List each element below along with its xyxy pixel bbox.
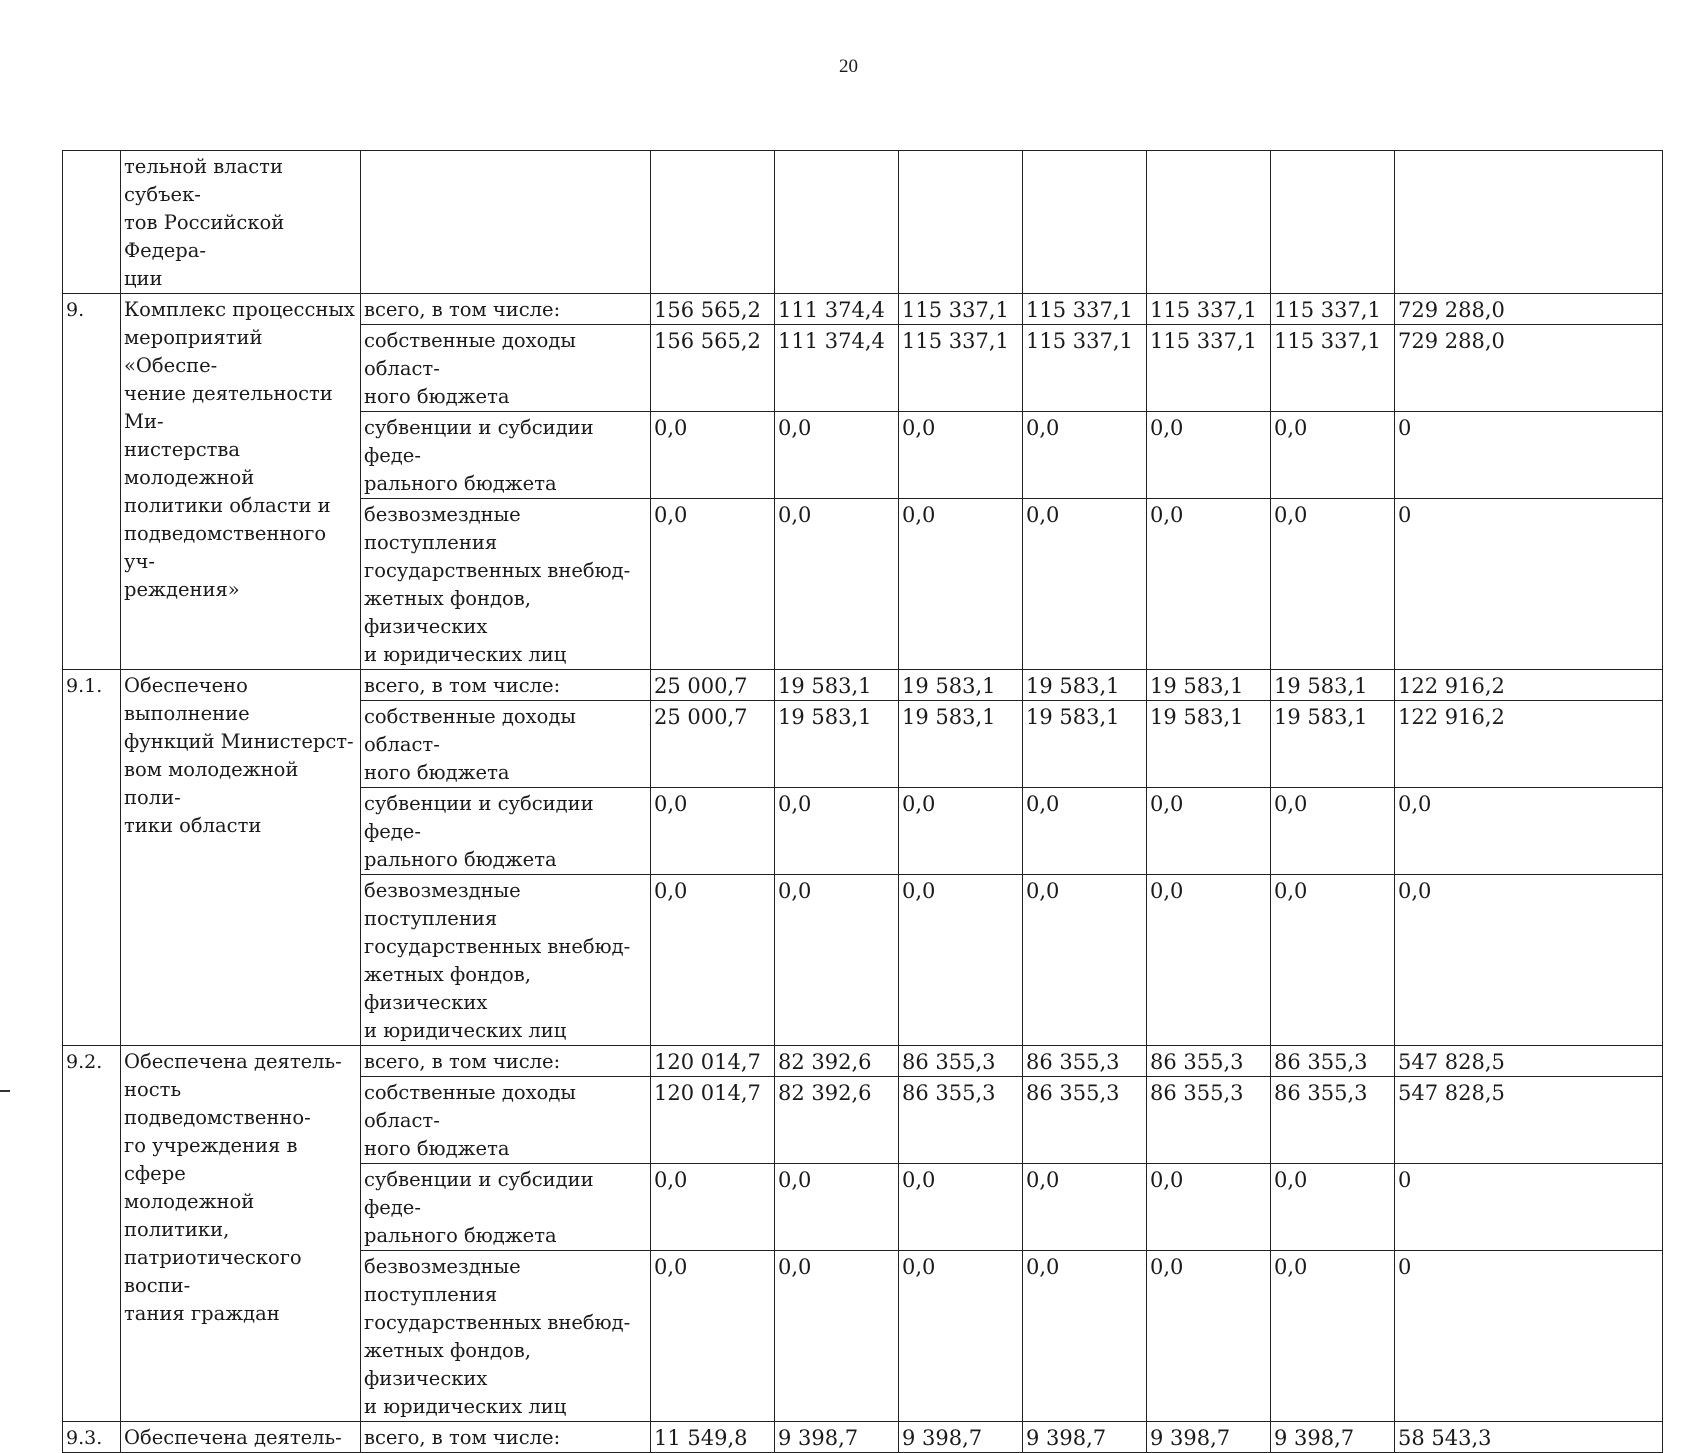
- value-cell: 19 583,1: [1023, 701, 1147, 788]
- value-cell: [899, 151, 1023, 294]
- value-cell: 120 014,7: [651, 1077, 775, 1164]
- value-cell: 86 355,3: [899, 1046, 1023, 1077]
- value-cell: 0,0: [1271, 1164, 1395, 1251]
- value-cell: 0,0: [1147, 1251, 1271, 1422]
- value-cell: 0,0: [651, 1251, 775, 1422]
- total-value-cell: 122 916,2: [1395, 670, 1663, 701]
- value-cell: 25 000,7: [651, 701, 775, 788]
- value-cell: 0,0: [651, 875, 775, 1046]
- value-cell: 19 583,1: [899, 701, 1023, 788]
- funding-source-cell: собственные доходы област- ного бюджета: [361, 701, 651, 788]
- page-number: 20: [839, 56, 858, 77]
- section-name-cell: Обеспечена деятель-: [121, 1422, 361, 1453]
- value-cell: 156 565,2: [651, 294, 775, 325]
- total-value-cell: 0: [1395, 412, 1663, 499]
- section-name-cell: Обеспечена деятель- ность подведомственно- го учреждения в сфере молодежной политики, патриотического воспи- тания граждан: [121, 1046, 361, 1422]
- value-cell: 0,0: [1023, 1164, 1147, 1251]
- value-cell: 9 398,7: [1023, 1422, 1147, 1453]
- value-cell: 9 398,7: [1147, 1422, 1271, 1453]
- value-cell: 0,0: [651, 499, 775, 670]
- total-value-cell: 729 288,0: [1395, 294, 1663, 325]
- value-cell: 0,0: [899, 875, 1023, 1046]
- value-cell: 0,0: [1271, 412, 1395, 499]
- value-cell: 0,0: [1147, 1164, 1271, 1251]
- section-index-cell: 9.2.: [63, 1046, 121, 1422]
- name-cell: тельной власти субъек- тов Российской Федера- ции: [121, 151, 361, 294]
- section-index-cell: 9.: [63, 294, 121, 670]
- value-cell: 0,0: [1023, 788, 1147, 875]
- value-cell: [775, 151, 899, 294]
- value-cell: 0,0: [775, 412, 899, 499]
- value-cell: 19 583,1: [1023, 670, 1147, 701]
- value-cell: 115 337,1: [1023, 294, 1147, 325]
- value-cell: 156 565,2: [651, 325, 775, 412]
- value-cell: [1271, 151, 1395, 294]
- value-cell: 86 355,3: [1271, 1046, 1395, 1077]
- table-row: [63, 1422, 1663, 1453]
- value-cell: 0,0: [1271, 1251, 1395, 1422]
- total-value-cell: 547 828,5: [1395, 1077, 1663, 1164]
- table-row: [63, 294, 1663, 325]
- table-row: [63, 1046, 1663, 1077]
- value-cell: 0,0: [1271, 499, 1395, 670]
- value-cell: 0,0: [651, 788, 775, 875]
- value-cell: 0,0: [1147, 875, 1271, 1046]
- funding-source-cell: всего, в том числе:: [361, 1422, 651, 1453]
- value-cell: 111 374,4: [775, 325, 899, 412]
- table-body: [63, 151, 1663, 1453]
- value-cell: 115 337,1: [1147, 325, 1271, 412]
- funding-source-cell: субвенции и субсидии феде- рального бюджета: [361, 412, 651, 499]
- value-cell: 0,0: [651, 1164, 775, 1251]
- value-cell: 19 583,1: [899, 670, 1023, 701]
- value-cell: 19 583,1: [1147, 670, 1271, 701]
- value-cell: 0,0: [899, 499, 1023, 670]
- section-index-cell: 9.1.: [63, 670, 121, 1046]
- value-cell: 19 583,1: [775, 701, 899, 788]
- funding-source-cell: субвенции и субсидии феде- рального бюджета: [361, 1164, 651, 1251]
- value-cell: 0,0: [1271, 875, 1395, 1046]
- value-cell: [1395, 151, 1663, 294]
- value-cell: 111 374,4: [775, 294, 899, 325]
- funding-source-cell: безвозмездные поступления государственных внебюд- жетных фондов, физических и юридических лиц: [361, 875, 651, 1046]
- continuation-row: [63, 151, 1663, 294]
- value-cell: 86 355,3: [1023, 1046, 1147, 1077]
- value-cell: 0,0: [775, 788, 899, 875]
- value-cell: 120 014,7: [651, 1046, 775, 1077]
- value-cell: 0,0: [775, 499, 899, 670]
- funding-source-cell: всего, в том числе:: [361, 1046, 651, 1077]
- value-cell: 115 337,1: [1023, 325, 1147, 412]
- funding-source-cell: безвозмездные поступления государственных внебюд- жетных фондов, физических и юридических лиц: [361, 1251, 651, 1422]
- value-cell: 0,0: [1023, 412, 1147, 499]
- value-cell: 19 583,1: [1271, 670, 1395, 701]
- value-cell: 115 337,1: [899, 325, 1023, 412]
- value-cell: 19 583,1: [1147, 701, 1271, 788]
- value-cell: 0,0: [775, 875, 899, 1046]
- funding-source-cell: всего, в том числе:: [361, 670, 651, 701]
- value-cell: [1023, 151, 1147, 294]
- value-cell: 0,0: [775, 1251, 899, 1422]
- value-cell: 19 583,1: [1271, 701, 1395, 788]
- value-cell: 0,0: [1023, 1251, 1147, 1422]
- value-cell: 86 355,3: [1271, 1077, 1395, 1164]
- value-cell: 86 355,3: [1147, 1046, 1271, 1077]
- value-cell: 0,0: [1147, 412, 1271, 499]
- value-cell: [1147, 151, 1271, 294]
- index-cell: [63, 151, 121, 294]
- funding-source-cell: всего, в том числе:: [361, 294, 651, 325]
- value-cell: 86 355,3: [1147, 1077, 1271, 1164]
- value-cell: 0,0: [1147, 499, 1271, 670]
- value-cell: 0,0: [1023, 875, 1147, 1046]
- value-cell: 9 398,7: [775, 1422, 899, 1453]
- total-value-cell: 0: [1395, 1251, 1663, 1422]
- value-cell: 115 337,1: [1271, 325, 1395, 412]
- value-cell: 0,0: [651, 412, 775, 499]
- value-cell: 0,0: [1147, 788, 1271, 875]
- funding-source-cell: собственные доходы област- ного бюджета: [361, 1077, 651, 1164]
- total-value-cell: 122 916,2: [1395, 701, 1663, 788]
- budget-table: [62, 150, 1663, 1453]
- table-row: [63, 670, 1663, 701]
- total-value-cell: 547 828,5: [1395, 1046, 1663, 1077]
- total-value-cell: 58 543,3: [1395, 1422, 1663, 1453]
- total-value-cell: 0: [1395, 1164, 1663, 1251]
- value-cell: 0,0: [899, 1251, 1023, 1422]
- value-cell: 0,0: [1271, 788, 1395, 875]
- total-value-cell: 729 288,0: [1395, 325, 1663, 412]
- value-cell: 115 337,1: [1147, 294, 1271, 325]
- value-cell: 0,0: [1023, 499, 1147, 670]
- value-cell: 86 355,3: [899, 1077, 1023, 1164]
- value-cell: 115 337,1: [1271, 294, 1395, 325]
- value-cell: 86 355,3: [1023, 1077, 1147, 1164]
- value-cell: 115 337,1: [899, 294, 1023, 325]
- funding-source-cell: собственные доходы област- ного бюджета: [361, 325, 651, 412]
- value-cell: 0,0: [899, 412, 1023, 499]
- section-name-cell: Комплекс процессных мероприятий «Обеспе- чение деятельности Ми- нистерства молодежной политики области и подведомственного уч- реждения»: [121, 294, 361, 670]
- value-cell: 25 000,7: [651, 670, 775, 701]
- value-cell: 0,0: [775, 1164, 899, 1251]
- value-cell: 82 392,6: [775, 1077, 899, 1164]
- value-cell: [651, 151, 775, 294]
- section-name-cell: Обеспечено выполнение функций Министерст- вом молодежной поли- тики области: [121, 670, 361, 1046]
- value-cell: 9 398,7: [899, 1422, 1023, 1453]
- total-value-cell: 0,0: [1395, 788, 1663, 875]
- funding-source-cell: субвенции и субсидии феде- рального бюджета: [361, 788, 651, 875]
- section-index-cell: 9.3.: [63, 1422, 121, 1453]
- total-value-cell: 0: [1395, 499, 1663, 670]
- value-cell: 11 549,8: [651, 1422, 775, 1453]
- source-cell: [361, 151, 651, 294]
- funding-source-cell: безвозмездные поступления государственных внебюд- жетных фондов, физических и юридических лиц: [361, 499, 651, 670]
- value-cell: 9 398,7: [1271, 1422, 1395, 1453]
- total-value-cell: 0,0: [1395, 875, 1663, 1046]
- value-cell: 82 392,6: [775, 1046, 899, 1077]
- scan-edge-mark: [0, 1090, 10, 1092]
- value-cell: 0,0: [899, 1164, 1023, 1251]
- value-cell: 19 583,1: [775, 670, 899, 701]
- value-cell: 0,0: [899, 788, 1023, 875]
